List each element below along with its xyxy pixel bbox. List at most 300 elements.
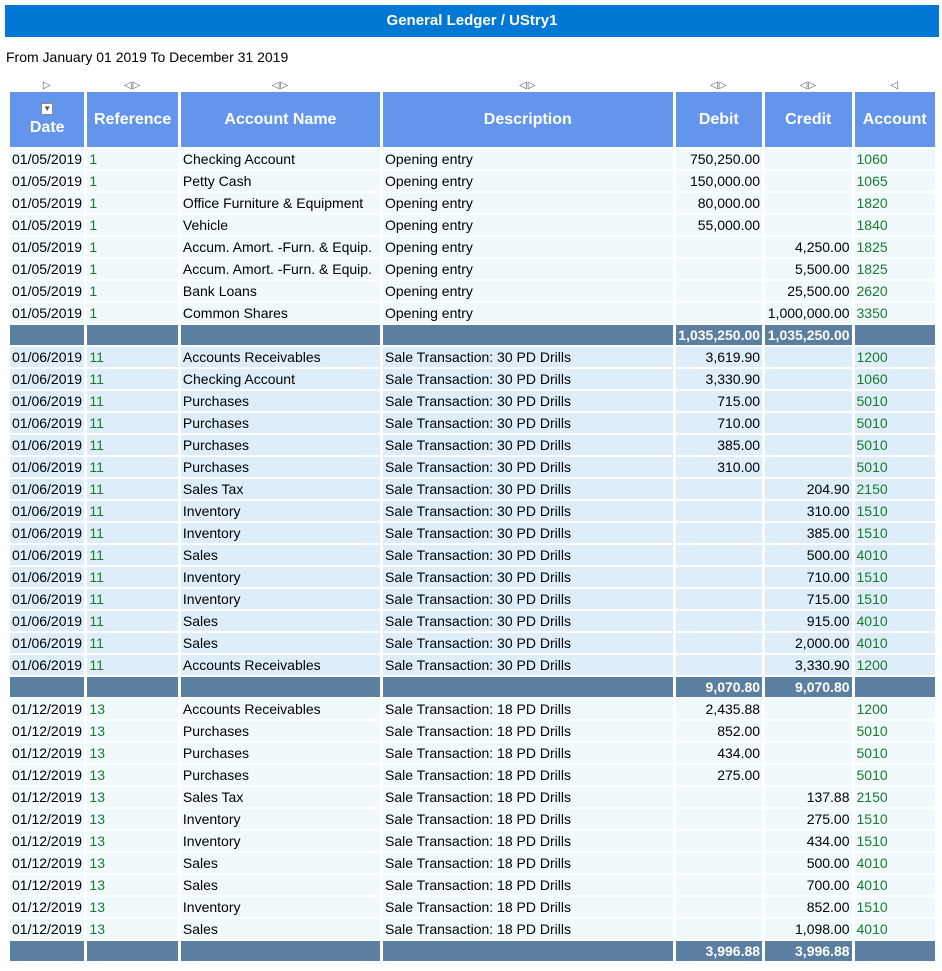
cell-reference[interactable]: 11 — [87, 545, 177, 567]
column-move-row — [10, 74, 935, 92]
cell-reference[interactable]: 1 — [87, 149, 177, 171]
cell-debit — [676, 875, 762, 897]
cell-credit: 710.00 — [765, 567, 851, 589]
move-left-icon[interactable]: ◁ — [890, 80, 900, 91]
table-row — [10, 435, 935, 457]
move-left-right-icon[interactable]: ◁▷ — [123, 80, 142, 91]
cell-reference[interactable]: 1 — [87, 171, 177, 193]
cell-account[interactable]: 4010 — [855, 853, 935, 875]
cell-debit: 434.00 — [676, 743, 762, 765]
cell-debit — [676, 809, 762, 831]
cell-reference[interactable]: 11 — [87, 413, 177, 435]
page-title: General Ledger / UStry1 — [5, 5, 939, 37]
move-right-icon[interactable]: ▷ — [42, 80, 52, 91]
total-empty-cell — [855, 941, 935, 963]
cell-account[interactable]: 1510 — [855, 589, 935, 611]
cell-date: 01/06/2019 — [10, 479, 84, 501]
cell-credit — [765, 435, 851, 457]
cell-date: 01/12/2019 — [10, 699, 84, 721]
total-empty-cell — [181, 677, 380, 699]
cell-account-name: Sales — [181, 875, 380, 897]
cell-description: Sale Transaction: 18 PD Drills — [383, 765, 673, 787]
total-credit: 9,070.80 — [765, 677, 851, 699]
cell-description: Sale Transaction: 30 PD Drills — [383, 369, 673, 391]
cell-account-name: Accounts Receivables — [181, 347, 380, 369]
cell-description: Opening entry — [383, 259, 673, 281]
cell-account[interactable]: 1510 — [855, 897, 935, 919]
total-empty-cell — [383, 325, 673, 347]
table-row — [10, 809, 935, 831]
cell-account-name: Purchases — [181, 391, 380, 413]
cell-date: 01/12/2019 — [10, 897, 84, 919]
table-row — [10, 611, 935, 633]
cell-reference[interactable]: 13 — [87, 721, 177, 743]
cell-credit — [765, 171, 851, 193]
cell-reference[interactable]: 11 — [87, 589, 177, 611]
cell-reference[interactable]: 11 — [87, 435, 177, 457]
cell-date: 01/12/2019 — [10, 875, 84, 897]
cell-account[interactable]: 5010 — [855, 721, 935, 743]
debit-move-arrows[interactable] — [676, 74, 762, 92]
cell-reference[interactable]: 11 — [87, 369, 177, 391]
cell-debit — [676, 633, 762, 655]
cell-description: Opening entry — [383, 193, 673, 215]
cell-account[interactable]: 1200 — [855, 347, 935, 369]
table-row — [10, 743, 935, 765]
cell-account-name: Sales — [181, 545, 380, 567]
reference-move-arrows[interactable] — [87, 74, 177, 92]
cell-credit — [765, 149, 851, 171]
group-total-row — [10, 325, 935, 347]
column-header-account-name[interactable]: Account Name — [181, 92, 380, 149]
cell-credit: 385.00 — [765, 523, 851, 545]
column-header-row — [10, 92, 935, 149]
cell-credit: 3,330.90 — [765, 655, 851, 677]
table-row — [10, 391, 935, 413]
cell-debit — [676, 259, 762, 281]
table-row — [10, 721, 935, 743]
cell-date: 01/12/2019 — [10, 743, 84, 765]
cell-description: Sale Transaction: 18 PD Drills — [383, 831, 673, 853]
cell-description: Sale Transaction: 18 PD Drills — [383, 721, 673, 743]
cell-account[interactable]: 5010 — [855, 743, 935, 765]
cell-account-name: Sales — [181, 919, 380, 941]
total-empty-cell — [855, 677, 935, 699]
table-row — [10, 479, 935, 501]
cell-account[interactable]: 1200 — [855, 699, 935, 721]
table-row — [10, 545, 935, 567]
cell-description: Sale Transaction: 30 PD Drills — [383, 655, 673, 677]
cell-debit: 750,250.00 — [676, 149, 762, 171]
cell-reference[interactable]: 11 — [87, 523, 177, 545]
cell-account[interactable]: 1510 — [855, 567, 935, 589]
cell-account[interactable]: 2620 — [855, 281, 935, 303]
cell-description: Sale Transaction: 30 PD Drills — [383, 589, 673, 611]
cell-reference[interactable]: 1 — [87, 193, 177, 215]
cell-reference[interactable]: 13 — [87, 743, 177, 765]
ledger-table — [7, 74, 938, 963]
total-empty-cell — [87, 325, 177, 347]
cell-account[interactable]: 1060 — [855, 149, 935, 171]
table-row — [10, 787, 935, 809]
cell-date: 01/05/2019 — [10, 215, 84, 237]
cell-description: Sale Transaction: 30 PD Drills — [383, 413, 673, 435]
cell-debit — [676, 831, 762, 853]
cell-account[interactable]: 1825 — [855, 237, 935, 259]
description-move-arrows[interactable] — [383, 74, 673, 92]
cell-debit: 3,330.90 — [676, 369, 762, 391]
cell-reference[interactable]: 1 — [87, 303, 177, 325]
cell-account-name: Sales Tax — [181, 479, 380, 501]
cell-account-name: Office Furniture & Equipment — [181, 193, 380, 215]
cell-debit — [676, 303, 762, 325]
cell-account[interactable]: 5010 — [855, 457, 935, 479]
cell-credit — [765, 391, 851, 413]
table-row — [10, 237, 935, 259]
cell-date: 01/06/2019 — [10, 633, 84, 655]
cell-credit: 700.00 — [765, 875, 851, 897]
cell-date: 01/05/2019 — [10, 237, 84, 259]
cell-debit — [676, 897, 762, 919]
cell-credit: 915.00 — [765, 611, 851, 633]
cell-credit: 4,250.00 — [765, 237, 851, 259]
table-row — [10, 655, 935, 677]
cell-debit: 80,000.00 — [676, 193, 762, 215]
cell-reference[interactable]: 11 — [87, 655, 177, 677]
cell-date: 01/05/2019 — [10, 259, 84, 281]
cell-account-name: Bank Loans — [181, 281, 380, 303]
cell-description: Sale Transaction: 30 PD Drills — [383, 501, 673, 523]
total-empty-cell — [383, 677, 673, 699]
group-total-row — [10, 677, 935, 699]
cell-credit: 137.88 — [765, 787, 851, 809]
cell-account[interactable]: 4010 — [855, 545, 935, 567]
cell-reference[interactable]: 13 — [87, 809, 177, 831]
cell-reference[interactable]: 1 — [87, 259, 177, 281]
table-row — [10, 589, 935, 611]
cell-account-name: Inventory — [181, 589, 380, 611]
cell-credit: 500.00 — [765, 545, 851, 567]
total-debit: 3,996.88 — [676, 941, 762, 963]
cell-credit: 204.90 — [765, 479, 851, 501]
total-credit: 3,996.88 — [765, 941, 851, 963]
cell-description: Sale Transaction: 18 PD Drills — [383, 743, 673, 765]
cell-reference[interactable]: 1 — [87, 237, 177, 259]
table-row — [10, 523, 935, 545]
cell-account-name: Inventory — [181, 831, 380, 853]
cell-debit: 710.00 — [676, 413, 762, 435]
cell-date: 01/12/2019 — [10, 831, 84, 853]
cell-date: 01/06/2019 — [10, 589, 84, 611]
cell-debit — [676, 655, 762, 677]
cell-credit — [765, 457, 851, 479]
table-row — [10, 457, 935, 479]
table-row — [10, 303, 935, 325]
cell-date: 01/06/2019 — [10, 523, 84, 545]
cell-reference[interactable]: 13 — [87, 831, 177, 853]
cell-account[interactable]: 2150 — [855, 787, 935, 809]
cell-account-name: Purchases — [181, 435, 380, 457]
cell-date: 01/05/2019 — [10, 303, 84, 325]
cell-debit — [676, 589, 762, 611]
total-empty-cell — [181, 941, 380, 963]
cell-date: 01/06/2019 — [10, 457, 84, 479]
total-empty-cell — [10, 325, 84, 347]
table-row — [10, 919, 935, 941]
table-row — [10, 259, 935, 281]
total-empty-cell — [10, 677, 84, 699]
cell-date: 01/06/2019 — [10, 567, 84, 589]
column-header-reference[interactable]: Reference — [87, 92, 177, 149]
cell-account[interactable]: 1065 — [855, 171, 935, 193]
cell-debit: 385.00 — [676, 435, 762, 457]
cell-description: Sale Transaction: 30 PD Drills — [383, 633, 673, 655]
cell-reference[interactable]: 13 — [87, 765, 177, 787]
cell-description: Sale Transaction: 18 PD Drills — [383, 699, 673, 721]
cell-credit — [765, 215, 851, 237]
cell-reference[interactable]: 1 — [87, 215, 177, 237]
total-empty-cell — [87, 677, 177, 699]
cell-reference[interactable]: 13 — [87, 897, 177, 919]
cell-description: Sale Transaction: 30 PD Drills — [383, 611, 673, 633]
cell-reference[interactable]: 11 — [87, 347, 177, 369]
cell-account[interactable]: 2150 — [855, 479, 935, 501]
cell-account[interactable]: 4010 — [855, 611, 935, 633]
cell-reference[interactable]: 1 — [87, 281, 177, 303]
cell-account-name: Inventory — [181, 501, 380, 523]
cell-credit — [765, 369, 851, 391]
cell-debit — [676, 787, 762, 809]
cell-date: 01/06/2019 — [10, 347, 84, 369]
cell-description: Sale Transaction: 30 PD Drills — [383, 457, 673, 479]
cell-account-name: Sales — [181, 611, 380, 633]
column-header-account[interactable]: Account — [855, 92, 935, 149]
column-header-debit[interactable]: Debit — [676, 92, 762, 149]
cell-credit — [765, 743, 851, 765]
move-left-right-icon[interactable]: ◁▷ — [799, 80, 817, 91]
cell-account[interactable]: 4010 — [855, 633, 935, 655]
table-row — [10, 633, 935, 655]
cell-account-name: Checking Account — [181, 149, 380, 171]
sort-toggle-icon[interactable]: ▼ — [41, 103, 53, 115]
cell-account-name: Accum. Amort. -Furn. & Equip. — [181, 237, 380, 259]
cell-date: 01/12/2019 — [10, 809, 84, 831]
cell-reference[interactable]: 13 — [87, 875, 177, 897]
cell-credit — [765, 347, 851, 369]
cell-account-name: Sales — [181, 633, 380, 655]
cell-debit: 150,000.00 — [676, 171, 762, 193]
cell-description: Sale Transaction: 18 PD Drills — [383, 897, 673, 919]
cell-account-name: Accum. Amort. -Furn. & Equip. — [181, 259, 380, 281]
total-empty-cell — [181, 325, 380, 347]
cell-credit — [765, 413, 851, 435]
cell-debit: 852.00 — [676, 721, 762, 743]
cell-description: Sale Transaction: 18 PD Drills — [383, 919, 673, 941]
table-row — [10, 171, 935, 193]
table-row — [10, 567, 935, 589]
cell-debit: 715.00 — [676, 391, 762, 413]
cell-description: Opening entry — [383, 215, 673, 237]
total-credit: 1,035,250.00 — [765, 325, 851, 347]
cell-account-name: Inventory — [181, 809, 380, 831]
cell-credit: 500.00 — [765, 853, 851, 875]
table-row — [10, 281, 935, 303]
cell-reference[interactable]: 11 — [87, 633, 177, 655]
cell-reference[interactable]: 13 — [87, 919, 177, 941]
cell-debit: 310.00 — [676, 457, 762, 479]
cell-account[interactable]: 5010 — [855, 435, 935, 457]
cell-debit — [676, 281, 762, 303]
cell-account-name: Inventory — [181, 523, 380, 545]
cell-date: 01/12/2019 — [10, 787, 84, 809]
table-row — [10, 193, 935, 215]
cell-debit — [676, 545, 762, 567]
cell-account[interactable]: 4010 — [855, 875, 935, 897]
cell-description: Opening entry — [383, 281, 673, 303]
cell-account-name: Inventory — [181, 897, 380, 919]
total-empty-cell — [10, 941, 84, 963]
cell-account-name: Vehicle — [181, 215, 380, 237]
table-row — [10, 413, 935, 435]
cell-account[interactable]: 1820 — [855, 193, 935, 215]
table-row — [10, 699, 935, 721]
cell-account[interactable]: 5010 — [855, 413, 935, 435]
cell-description: Sale Transaction: 18 PD Drills — [383, 875, 673, 897]
cell-credit: 434.00 — [765, 831, 851, 853]
cell-reference[interactable]: 11 — [87, 391, 177, 413]
table-row — [10, 501, 935, 523]
cell-account[interactable]: 5010 — [855, 765, 935, 787]
cell-debit: 3,619.90 — [676, 347, 762, 369]
cell-date: 01/06/2019 — [10, 611, 84, 633]
cell-account[interactable]: 4010 — [855, 919, 935, 941]
cell-credit: 1,000,000.00 — [765, 303, 851, 325]
cell-description: Opening entry — [383, 149, 673, 171]
table-row — [10, 875, 935, 897]
cell-description: Sale Transaction: 30 PD Drills — [383, 567, 673, 589]
cell-debit — [676, 479, 762, 501]
account-move-arrows[interactable] — [855, 74, 935, 92]
cell-description: Sale Transaction: 30 PD Drills — [383, 435, 673, 457]
cell-debit — [676, 501, 762, 523]
cell-date: 01/06/2019 — [10, 435, 84, 457]
total-empty-cell — [87, 941, 177, 963]
cell-reference[interactable]: 11 — [87, 611, 177, 633]
cell-account-name: Petty Cash — [181, 171, 380, 193]
cell-credit: 310.00 — [765, 501, 851, 523]
cell-date: 01/12/2019 — [10, 765, 84, 787]
cell-credit — [765, 721, 851, 743]
column-header-credit[interactable]: Credit — [765, 92, 851, 149]
total-debit: 9,070.80 — [676, 677, 762, 699]
column-header-description[interactable]: Description — [383, 92, 673, 149]
move-left-right-icon[interactable]: ◁▷ — [710, 80, 728, 91]
cell-credit: 5,500.00 — [765, 259, 851, 281]
cell-description: Sale Transaction: 30 PD Drills — [383, 347, 673, 369]
cell-date: 01/06/2019 — [10, 545, 84, 567]
cell-debit — [676, 919, 762, 941]
cell-account[interactable]: 1510 — [855, 501, 935, 523]
cell-date: 01/05/2019 — [10, 281, 84, 303]
cell-credit — [765, 699, 851, 721]
cell-date: 01/06/2019 — [10, 501, 84, 523]
table-row — [10, 765, 935, 787]
cell-account[interactable]: 1510 — [855, 831, 935, 853]
cell-description: Opening entry — [383, 171, 673, 193]
credit-move-arrows[interactable] — [765, 74, 851, 92]
move-left-right-icon[interactable]: ◁▷ — [271, 80, 290, 91]
cell-date: 01/12/2019 — [10, 721, 84, 743]
cell-debit — [676, 237, 762, 259]
cell-credit: 715.00 — [765, 589, 851, 611]
cell-account-name: Checking Account — [181, 369, 380, 391]
table-row — [10, 831, 935, 853]
cell-description: Sale Transaction: 30 PD Drills — [383, 545, 673, 567]
cell-date: 01/05/2019 — [10, 149, 84, 171]
cell-account-name: Sales — [181, 853, 380, 875]
cell-reference[interactable]: 13 — [87, 853, 177, 875]
table-row — [10, 347, 935, 369]
cell-account[interactable]: 1825 — [855, 259, 935, 281]
cell-account-name: Common Shares — [181, 303, 380, 325]
cell-reference[interactable]: 13 — [87, 787, 177, 809]
cell-credit: 25,500.00 — [765, 281, 851, 303]
date-move-arrows[interactable] — [10, 74, 84, 92]
cell-description: Sale Transaction: 18 PD Drills — [383, 787, 673, 809]
cell-account-name: Accounts Receivables — [181, 699, 380, 721]
cell-credit: 1,098.00 — [765, 919, 851, 941]
cell-date: 01/06/2019 — [10, 413, 84, 435]
cell-debit: 275.00 — [676, 765, 762, 787]
cell-credit — [765, 193, 851, 215]
cell-reference[interactable]: 11 — [87, 501, 177, 523]
cell-account[interactable]: 1510 — [855, 523, 935, 545]
cell-credit: 2,000.00 — [765, 633, 851, 655]
total-empty-cell — [383, 941, 673, 963]
cell-credit: 852.00 — [765, 897, 851, 919]
cell-reference[interactable]: 13 — [87, 699, 177, 721]
move-left-right-icon[interactable]: ◁▷ — [519, 80, 537, 91]
table-row — [10, 149, 935, 171]
cell-reference[interactable]: 11 — [87, 479, 177, 501]
cell-date: 01/06/2019 — [10, 655, 84, 677]
account-name-move-arrows[interactable] — [181, 74, 380, 92]
cell-reference[interactable]: 11 — [87, 457, 177, 479]
cell-account[interactable]: 1060 — [855, 369, 935, 391]
cell-date: 01/05/2019 — [10, 171, 84, 193]
table-row — [10, 897, 935, 919]
cell-account-name: Accounts Receivables — [181, 655, 380, 677]
cell-description: Sale Transaction: 18 PD Drills — [383, 853, 673, 875]
cell-account[interactable]: 1510 — [855, 809, 935, 831]
cell-account[interactable]: 3350 — [855, 303, 935, 325]
cell-account[interactable]: 1200 — [855, 655, 935, 677]
cell-debit: 55,000.00 — [676, 215, 762, 237]
cell-credit: 275.00 — [765, 809, 851, 831]
cell-date: 01/06/2019 — [10, 391, 84, 413]
cell-description: Sale Transaction: 30 PD Drills — [383, 479, 673, 501]
table-row — [10, 369, 935, 391]
cell-account-name: Purchases — [181, 765, 380, 787]
column-header-date[interactable] — [10, 92, 84, 149]
column-header-label: Date — [29, 118, 65, 136]
cell-account[interactable]: 1840 — [855, 215, 935, 237]
cell-reference[interactable]: 11 — [87, 567, 177, 589]
cell-description: Sale Transaction: 30 PD Drills — [383, 523, 673, 545]
cell-account[interactable]: 5010 — [855, 391, 935, 413]
cell-debit — [676, 523, 762, 545]
total-debit: 1,035,250.00 — [676, 325, 762, 347]
